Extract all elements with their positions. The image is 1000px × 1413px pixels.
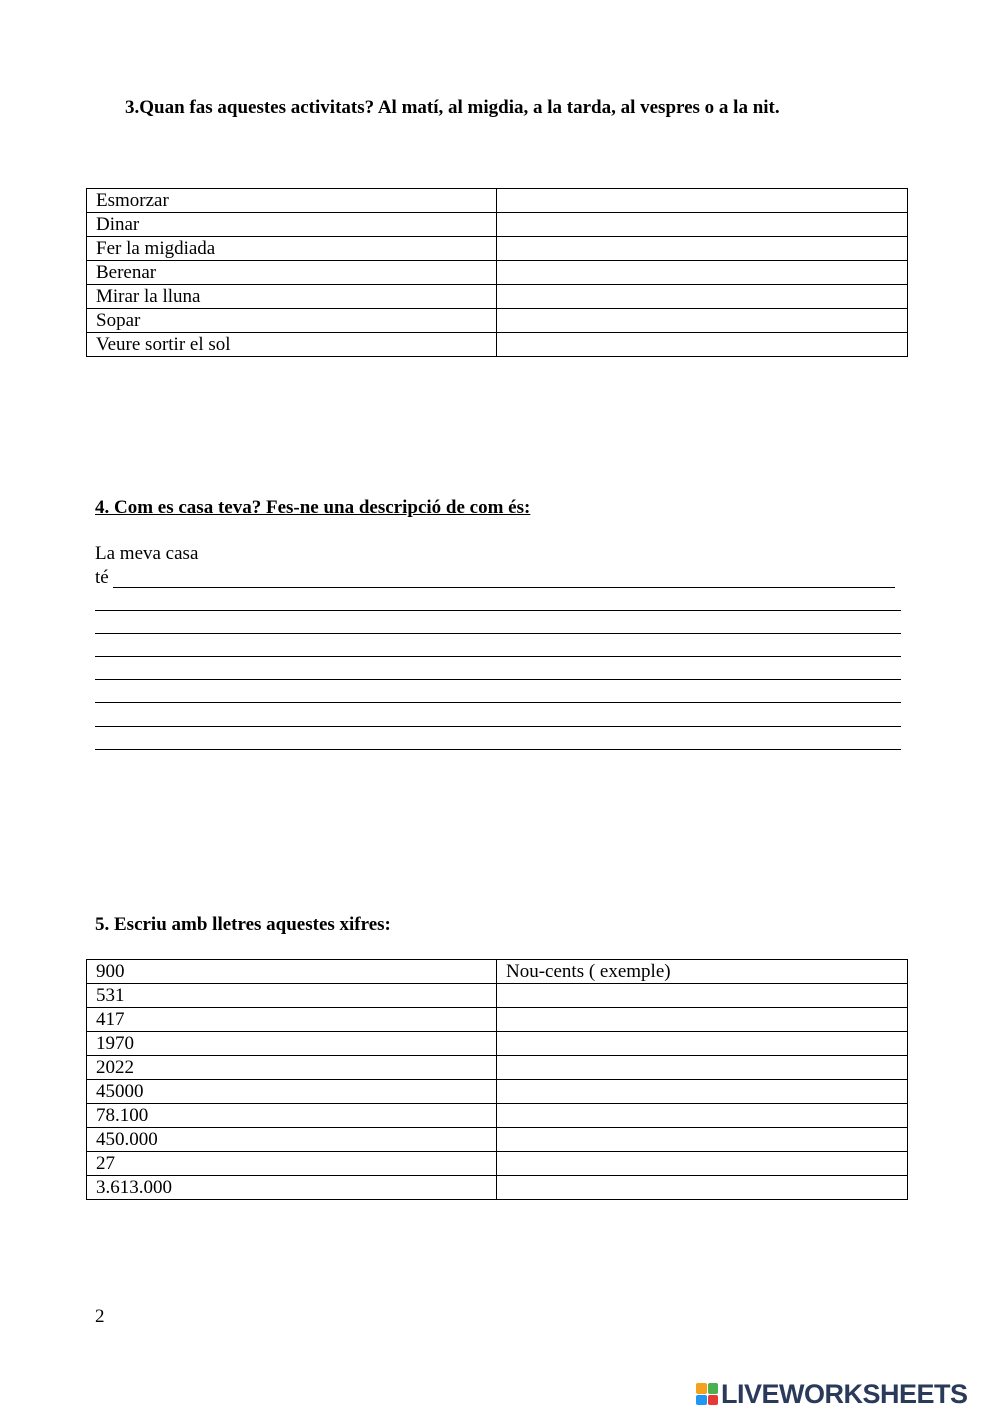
words-cell[interactable] bbox=[497, 1008, 908, 1032]
q4-title: 4. Com es casa teva? Fes-ne una descripció de com és: bbox=[95, 497, 531, 518]
table-row bbox=[87, 1176, 908, 1200]
table-row bbox=[87, 1056, 908, 1080]
table-row bbox=[87, 189, 908, 213]
writing-line[interactable] bbox=[95, 656, 901, 657]
number-cell: 1970 bbox=[87, 1032, 497, 1056]
answer-cell[interactable] bbox=[497, 285, 908, 309]
number-cell: 417 bbox=[87, 1008, 497, 1032]
activity-cell: Veure sortir el sol bbox=[87, 333, 497, 357]
answer-cell[interactable] bbox=[497, 309, 908, 333]
words-cell[interactable] bbox=[497, 1176, 908, 1200]
number-cell: 45000 bbox=[87, 1080, 497, 1104]
activity-cell: Fer la migdiada bbox=[87, 237, 497, 261]
words-cell[interactable] bbox=[497, 1056, 908, 1080]
table-row bbox=[87, 309, 908, 333]
q5-numbers-table bbox=[86, 959, 908, 1200]
words-cell[interactable] bbox=[497, 1128, 908, 1152]
activity-cell: Berenar bbox=[87, 261, 497, 285]
number-cell: 2022 bbox=[87, 1056, 497, 1080]
logo-blocks-icon bbox=[696, 1383, 718, 1405]
q3-activities-table bbox=[86, 188, 908, 357]
answer-cell[interactable] bbox=[497, 333, 908, 357]
table-row bbox=[87, 285, 908, 309]
words-cell[interactable] bbox=[497, 1152, 908, 1176]
writing-line[interactable] bbox=[95, 726, 901, 727]
table-row bbox=[87, 1008, 908, 1032]
words-cell[interactable] bbox=[497, 1104, 908, 1128]
number-cell: 27 bbox=[87, 1152, 497, 1176]
activity-cell: Sopar bbox=[87, 309, 497, 333]
writing-line[interactable] bbox=[95, 702, 901, 703]
q3-title: 3.Quan fas aquestes activitats? Al matí, al migdia, a la tarda, al vespres o a la nit. bbox=[125, 97, 780, 118]
q4-te-prefix: té bbox=[95, 567, 109, 588]
number-cell: 3.613.000 bbox=[87, 1176, 497, 1200]
writing-line[interactable] bbox=[95, 679, 901, 680]
table-row bbox=[87, 213, 908, 237]
answer-cell[interactable] bbox=[497, 237, 908, 261]
number-cell: 531 bbox=[87, 984, 497, 1008]
activity-cell: Esmorzar bbox=[87, 189, 497, 213]
brand-name: LIVEWORKSHEETS bbox=[721, 1378, 968, 1409]
table-row bbox=[87, 1032, 908, 1056]
table-row bbox=[87, 1104, 908, 1128]
words-cell[interactable]: Nou-cents ( exemple) bbox=[497, 960, 908, 984]
number-cell: 78.100 bbox=[87, 1104, 497, 1128]
activity-cell: Mirar la lluna bbox=[87, 285, 497, 309]
writing-line[interactable] bbox=[113, 587, 895, 588]
table-row bbox=[87, 1128, 908, 1152]
words-cell[interactable] bbox=[497, 984, 908, 1008]
q4-intro: La meva casa bbox=[95, 543, 199, 564]
answer-cell[interactable] bbox=[497, 261, 908, 285]
number-cell: 450.000 bbox=[87, 1128, 497, 1152]
table-row bbox=[87, 333, 908, 357]
words-cell[interactable] bbox=[497, 1080, 908, 1104]
table-row bbox=[87, 984, 908, 1008]
writing-line[interactable] bbox=[95, 633, 901, 634]
table-row bbox=[87, 261, 908, 285]
answer-cell[interactable] bbox=[497, 189, 908, 213]
number-cell: 900 bbox=[87, 960, 497, 984]
table-row bbox=[87, 1080, 908, 1104]
writing-line[interactable] bbox=[95, 610, 901, 611]
liveworksheets-logo bbox=[696, 1378, 996, 1410]
table-row bbox=[87, 1152, 908, 1176]
table-row bbox=[87, 960, 908, 984]
table-row bbox=[87, 237, 908, 261]
answer-cell[interactable] bbox=[497, 213, 908, 237]
activity-cell: Dinar bbox=[87, 213, 497, 237]
q5-title: 5. Escriu amb lletres aquestes xifres: bbox=[95, 914, 391, 935]
writing-line[interactable] bbox=[95, 749, 901, 750]
words-cell[interactable] bbox=[497, 1032, 908, 1056]
page-number: 2 bbox=[95, 1306, 105, 1327]
